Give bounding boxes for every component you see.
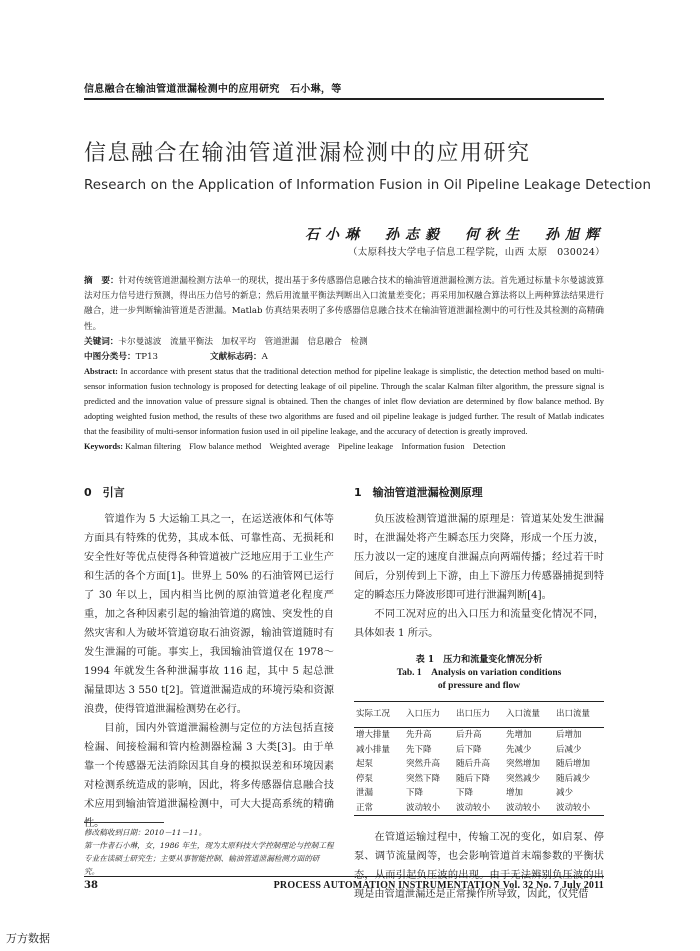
table-cell: 后下降 [456, 744, 482, 755]
journal-footer: PROCESS AUTOMATION INSTRUMENTATION Vol. 32 No. 7 July 2011 [273, 880, 604, 891]
abstract-cn-label: 摘 要： [84, 276, 119, 286]
table-cell: 增大排量 [356, 730, 391, 740]
table-cell: 突然下降 [406, 773, 441, 784]
keywords-cn-text: 卡尔曼滤波 流量平衡法 加权平均 管道泄漏 信息融合 检测 [118, 336, 368, 347]
table-cell: 随后升高 [456, 759, 491, 769]
table-cell: 波动较小 [454, 801, 504, 816]
section-1-paragraph-3: 在管道运输过程中，传输工况的变化，如启泵、停泵、调节流量阀等，也会影响管道首末端参数的平衡状态，从而引起负压波的出现。由于无法辨别负压波的出现是由管道泄漏还是正常操作所导致，因此，仅凭借 [354, 832, 604, 900]
table-cell: 突然减少 [506, 773, 541, 784]
section-0-paragraph-1: 管道作为 5 大运输工具之一，在运送液体和气体等方面具有特殊的优势，其成本低、可靠性高、无损耗和安全性好等优点使得各种管道被广泛地应用于工业生产和生活的各个方面[1]。世界上 50% 的石油管网已运行了 30 年以上，国内相当比例的原油管道老化程度严重，加之各种因素引起的输油管道的腐蚀、突发性的自然灾害和人为破坏管道窃取石油资源，输油管道随时有发生泄漏的可能。事实上，我国输油管道仅在 1978～1994 年就发生各种泄漏事故 116 起，其中 5 起总泄漏量即达 3 550 t[2]。管道泄漏造成的环境污染和资源浪费，使得管道泄漏检测势在必行。 [84, 514, 334, 715]
right-column [354, 483, 604, 904]
table-cell: 泄漏 [356, 788, 374, 798]
table-row [354, 801, 604, 816]
table-cell: 随后增加 [556, 759, 591, 769]
footnote [84, 826, 334, 878]
running-head: 信息融合在输油管道泄漏检测中的应用研究 石小琳，等 [84, 84, 342, 95]
section-1-paragraph-1: 负压波检测管道泄漏的原理是：管道某处发生泄漏时，在泄漏处将产生瞬态压力突降，形成一个压力波，压力波以一定的速度自泄漏点向两端传播；经过若干时间后，分别传到上下游，由上下游压力传感器捕捉到特定的瞬态压力降波形即可进行泄漏判断[4]。 [354, 514, 604, 601]
table-cell: 随后下降 [456, 773, 491, 784]
table-cell: 波动较小 [554, 801, 604, 816]
table-cell: 先下降 [406, 744, 432, 755]
abstract-block [84, 274, 604, 455]
table-cell: 停泵 [356, 773, 374, 784]
table-cell: 先减少 [506, 744, 532, 755]
table-1-caption-en-line2: of pressure and flow [437, 681, 521, 691]
table-cell: 波动较小 [504, 801, 554, 816]
table-row [354, 743, 604, 758]
table-cell: 减少 [556, 788, 574, 798]
table-cell: 先升高 [406, 730, 432, 740]
table-header-cell: 出口压力 [454, 702, 504, 728]
left-column [84, 483, 334, 833]
table-cell: 突然升高 [406, 759, 441, 769]
table-header-row [354, 702, 604, 728]
footer-rule [84, 876, 604, 877]
abstract-en-text: In accordance with present status that the traditional detection method for pipeline leakage is simplistic, the detection method based on multi-sensor information fusion technology is proposed for detecting leakage of oil pipeline. Through the scalar Kalman filter algorithm, the pressure signal is predicted and the innovation value of pressure signal is obtained. Then the changes of inlet flow deviation are determined by flow balance method. By adopting weighted fusion method, the results of these two algorithms are fused and oil pipeline leakage is judged further. The result of Matlab indicates that the feasibility of multi-sensor information fusion used in oil pipeline leakage, and the accuracy of detection is greatly improved. [84, 367, 604, 436]
table-cell: 增加 [506, 788, 524, 798]
table-1 [354, 701, 604, 816]
table-header-cell: 实际工况 [354, 702, 404, 728]
keywords-en-label: Keywords: [84, 441, 124, 451]
table-cell: 后升高 [456, 730, 482, 740]
table-cell: 波动较小 [404, 801, 454, 816]
table-row [354, 757, 604, 772]
abstract-en-label: Abstract: [84, 367, 118, 377]
table-header-cell: 入口流量 [504, 702, 554, 728]
watermark: 万方数据 [6, 932, 50, 945]
table-cell: 突然增加 [506, 759, 541, 769]
table-row [354, 772, 604, 787]
section-1-heading: 1 输油管道泄漏检测原理 [354, 486, 483, 499]
table-cell: 起泵 [356, 759, 374, 769]
doc-code-label: 文献标志码： [210, 352, 262, 363]
abstract-cn-text: 针对传统管道泄漏检测方法单一的现状，提出基于多传感器信息融合技术的输油管道泄漏检测方法。首先通过标量卡尔曼滤波算法对压力信号进行预测，得出压力信号的新息；然后用流量平衡法判断出入口流量差变化；再采用加权融合算法将以上两种算法结果进行融合，进一步判断输油管道是否泄漏。Matlab 仿真结果表明了多传感器信息融合技术在输油管道泄漏检测中的可行性及其检测的高精确性。 [84, 276, 604, 332]
table-cell: 后减少 [556, 744, 582, 755]
keywords-cn-label: 关键词： [84, 336, 119, 347]
abstract-english [84, 365, 604, 440]
section-1-paragraph-2: 不同工况对应的出入口压力和流量变化情况不同，具体如表 1 所示。 [354, 609, 604, 639]
classification-line [84, 350, 604, 365]
table-cell: 后增加 [556, 730, 582, 740]
title-chinese: 信息融合在输油管道泄漏检测中的应用研究 [84, 141, 531, 166]
clc-label: 中图分类号： [84, 352, 136, 363]
table-cell: 减小排量 [356, 744, 391, 755]
header-rule [84, 98, 604, 100]
footnote-rule [84, 822, 164, 823]
authors: 石小琳 孙志毅 何秋生 孙旭辉 [305, 227, 605, 243]
keywords-en-text: Kalman filtering Flow balance method Weighted average Pipeline leakage Information fusion Detection [125, 441, 506, 451]
table-1-caption-en-line1: Tab. 1 Analysis on variation conditions [396, 668, 562, 678]
table-row [354, 728, 604, 743]
footnote-received-date: 修改稿收到日期：2010－11－11。 [84, 828, 207, 837]
page-number: 38 [84, 880, 98, 891]
table-cell: 下降 [456, 788, 474, 798]
clc-value: TP13 [135, 352, 159, 363]
table-cell: 正常 [354, 801, 404, 816]
table-row [354, 786, 604, 801]
table-cell: 下降 [406, 788, 424, 798]
section-0-heading: 0 引言 [84, 486, 125, 499]
affiliation: （太原科技大学电子信息工程学院，山西 太原 030024） [348, 247, 605, 258]
table-cell: 先增加 [506, 730, 532, 740]
table-header-cell: 出口流量 [554, 702, 604, 728]
footnote-author-bio: 第一作者石小琳，女，1986 年生，现为太原科技大学控制理论与控制工程专业在读硕士研究生；主要从事智能控制、输油管道泄漏检测方面的研究。 [84, 841, 334, 876]
keywords-english [84, 440, 604, 455]
table-header-cell: 入口压力 [404, 702, 454, 728]
keywords-chinese [84, 335, 604, 350]
section-0-paragraph-2: 目前，国内外管道泄漏检测与定位的方法包括直接检漏、间接检漏和管内检测器检漏 3 大类[3]。由于单靠一个传感器无法消除因其自身的模拟误差和环境因素对检测系统造成的影响，因此，将多传感器信息融合技术应用到输油管道泄漏检测中，可大大提高系统的精确性。 [84, 723, 334, 829]
doc-code-value: A [261, 352, 268, 363]
abstract-chinese [84, 274, 604, 335]
title-english: Research on the Application of Information Fusion in Oil Pipeline Leakage Detection [84, 178, 652, 193]
table-cell: 随后减少 [556, 773, 591, 784]
table-1-caption-cn: 表 1 压力和流量变化情况分析 [415, 655, 543, 665]
